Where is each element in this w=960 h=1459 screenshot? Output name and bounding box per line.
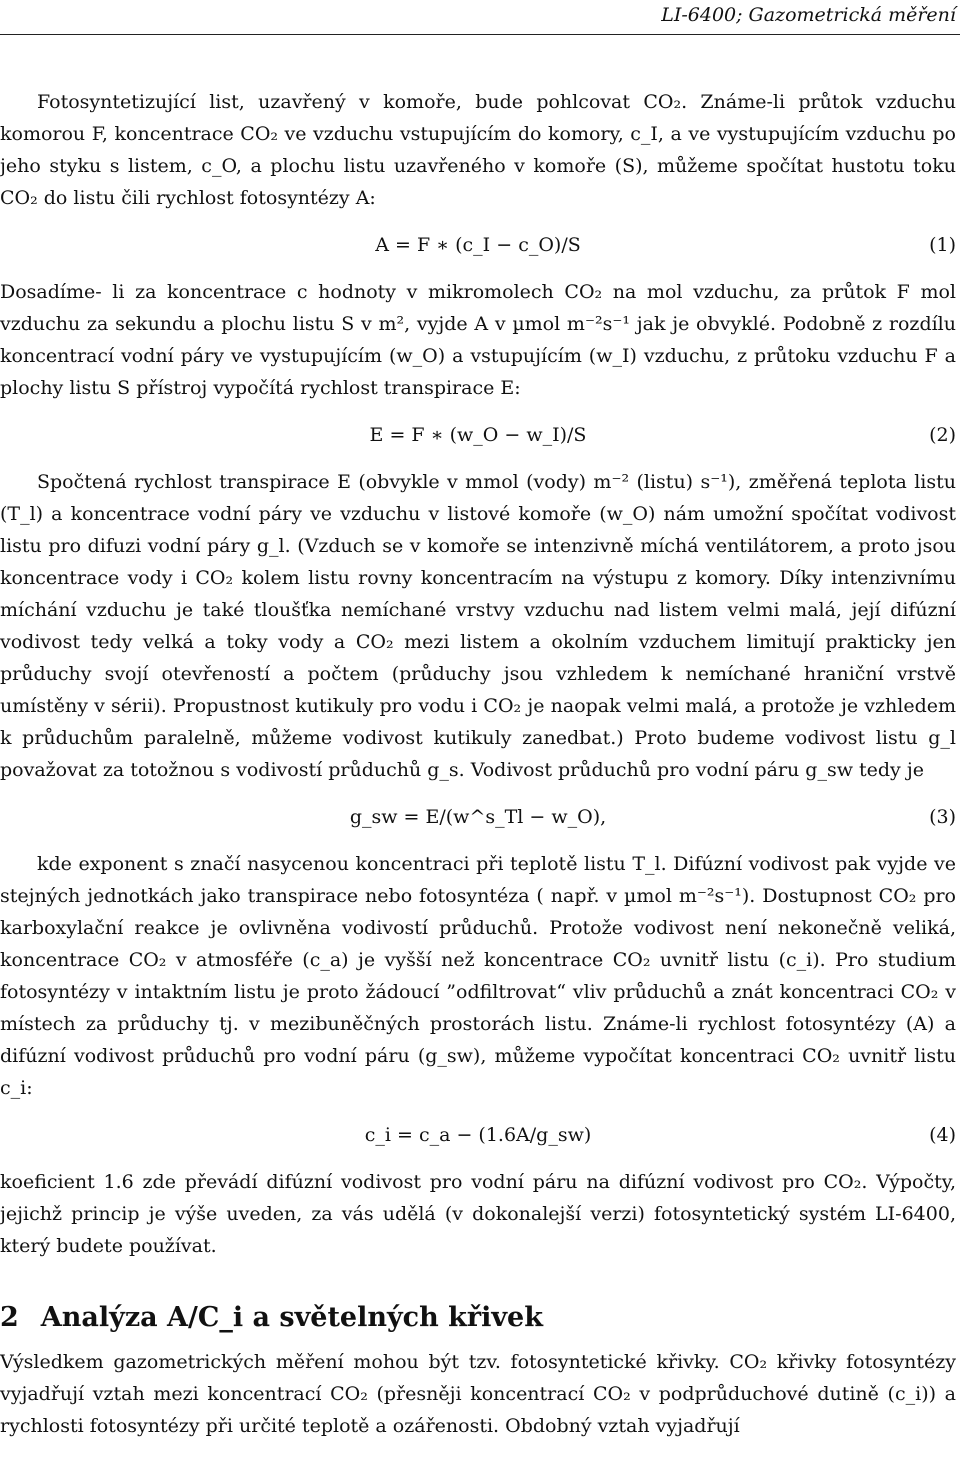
running-header: LI-6400; Gazometrická měření bbox=[661, 4, 956, 26]
page-body bbox=[0, 86, 956, 1442]
equation-4-formula: c_i = c_a − (1.6A/g_sw) bbox=[364, 1124, 592, 1146]
paragraph-6: Výsledkem gazometrických měření mohou být tzv. fotosyntetické křivky. CO₂ křivky fotosyntézy vyjadřují vztah mezi koncentrací CO₂ (přesněji koncentrací CO₂ v podprůduchové dutině (c_i)) a rychlosti fotosyntézy při určité teplotě a ozářenosti. Obdobný vztah vyjadřují bbox=[0, 1351, 956, 1437]
paragraph-4: kde exponent s značí nasycenou koncentraci při teplotě listu T_l. Difúzní vodivost pak vyjde ve stejných jednotkách jako transpirace nebo fotosyntéza ( např. v µmol m⁻²s⁻¹). Dostupnost CO₂ pro karboxylační reakce je ovlivněna vodivostí průduchů. Protože vodivost není nekonečně veliká, koncentrace CO₂ v atmosféře (c_a) je vyšší než koncentrace CO₂ uvnitř listu (c_i). Pro studium fotosyntézy v intaktním listu je proto žádoucí ”odfiltrovat“ vliv průduchů a znát koncentraci CO₂ v místech za průduchy tj. v mezibuněčných prostorách listu. Známe-li rychlost fotosyntézy (A) a difúzní vodivost průduchů pro vodní páru (g_sw), můžeme vypočítat koncentraci CO₂ uvnitř listu c_i: bbox=[0, 853, 956, 1099]
equation-2 bbox=[0, 406, 956, 464]
section-heading bbox=[0, 1296, 956, 1340]
equation-3-number: (3) bbox=[929, 806, 956, 828]
paragraph-2: Dosadíme- li za koncentrace c hodnoty v mikromolech CO₂ na mol vzduchu, za průtok F mol vzduchu za sekundu a plochu listu S v m², vyjde A v µmol m⁻²s⁻¹ jak je obvyklé. Podobně z rozdílu koncentrací vodní páry ve vystupujícím (w_O) a vstupujícím (w_I) vzduchu, z průtoku vzduchu F a plochy listu S přístroj vypočítá rychlost transpirace E: bbox=[0, 281, 956, 399]
equation-3 bbox=[0, 788, 956, 846]
equation-2-formula: E = F ∗ (w_O − w_I)/S bbox=[369, 424, 587, 446]
equation-4-number: (4) bbox=[929, 1124, 956, 1146]
equation-1-formula: A = F ∗ (c_I − c_O)/S bbox=[375, 234, 581, 256]
paragraph-1: Fotosyntetizující list, uzavřený v komoře, bude pohlcovat CO₂. Známe-li průtok vzduchu komorou F, koncentrace CO₂ ve vzduchu vstupujícím do komory, c_I, a ve vystupujícím vzduchu po jeho styku s listem, c_O, a plochu listu uzavřeného v komoře (S), můžeme spočítat hustotu toku CO₂ do listu čili rychlost fotosyntézy A: bbox=[0, 91, 956, 209]
section-title: Analýza A/C_i a světelných křivek bbox=[40, 1302, 543, 1333]
header-rule bbox=[0, 34, 960, 35]
equation-2-number: (2) bbox=[929, 424, 956, 446]
paragraph-3: Spočtená rychlost transpirace E (obvykle v mmol (vody) m⁻² (listu) s⁻¹), změřená teplota listu (T_l) a koncentrace vodní páry ve vzduchu v listové komoře (w_O) nám umožní spočítat vodivost listu pro difuzi vodní páry g_l. (Vzduch se v komoře se intenzivně míchá ventilátorem, a proto jsou koncentrace vody i CO₂ kolem listu rovny koncentracím na výstupu z komory. Díky intenzivnímu míchání vzduchu je také tloušťka nemíchané vrstvy vzduchu nad listem velmi malá, její difúzní vodivost tedy velká a toky vody a CO₂ mezi listem a okolním vzduchem limitují prakticky jen průduchy svojí otevřeností a počtem (průduchy jsou vzhledem k nemíchané hraniční vrstvě umístěny v sérii). Propustnost kutikuly pro vodu i CO₂ je naopak velmi malá, a protože je vzhledem k průduchům paralelně, můžeme vodivost kutikuly zanedbat.) Proto budeme vodivost listu g_l považovat za totožnou s vodivostí průduchů g_s. Vodivost průduchů pro vodní páru g_sw tedy je bbox=[0, 471, 956, 781]
equation-1-number: (1) bbox=[929, 234, 956, 256]
section-number: 2 bbox=[0, 1302, 19, 1333]
equation-3-formula: g_sw = E/(w^s_Tl − w_O), bbox=[349, 806, 607, 828]
equation-1 bbox=[0, 216, 956, 274]
paragraph-5: koeficient 1.6 zde převádí difúzní vodivost pro vodní páru na difúzní vodivost pro CO₂. Výpočty, jejichž princip je výše uveden, za vás udělá (v dokonalejší verzi) fotosyntetický systém LI-6400, který budete používat. bbox=[0, 1171, 956, 1257]
equation-4 bbox=[0, 1106, 956, 1164]
